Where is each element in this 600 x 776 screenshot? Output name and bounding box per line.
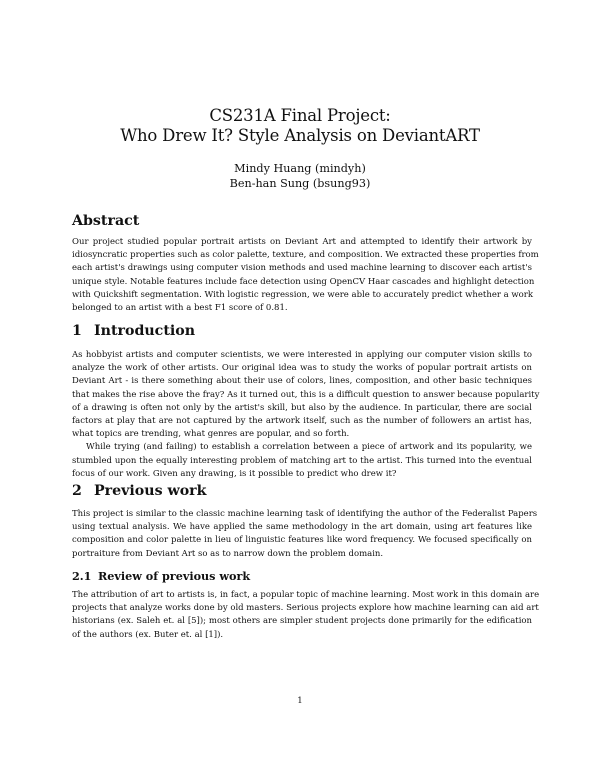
section-number: 1 bbox=[72, 323, 82, 339]
abstract-line: Our project studied popular portrait artists on Deviant Art and attempted to identify their artwork by bbox=[72, 237, 532, 247]
introduction-line: As hobbyist artists and computer scientists, we were interested in applying our computer vision skills to bbox=[72, 350, 532, 360]
abstract-heading: Abstract bbox=[72, 213, 140, 229]
review-line: projects that analyze works done by old masters. Serious projects explore how machine learning can aid art bbox=[72, 603, 539, 614]
introduction-line: of a drawing is often not only by the artist's skill, but also by the audience. In particular, there are social bbox=[72, 402, 532, 413]
introduction-line: that makes the rise above the fray? As it turned out, this is a difficult question to answer because popularity bbox=[72, 389, 540, 400]
subsection-title: Review of previous work bbox=[98, 569, 251, 583]
page-number: 1 bbox=[297, 696, 303, 706]
abstract-line: with Quickshift segmentation. With logistic regression, we were able to accurately predict whether a work bbox=[72, 289, 533, 300]
subsection-number: 2.1 bbox=[72, 569, 92, 583]
previous-work-line: using textual analysis. We have applied the same methodology in the art domain, using art features like bbox=[72, 522, 532, 533]
introduction-text bbox=[72, 349, 540, 481]
section-title: Introduction bbox=[94, 323, 196, 339]
previous-work-line: This project is similar to the classic machine learning task of identifying the author of the Federalist Papers bbox=[72, 509, 538, 519]
section-title: Previous work bbox=[94, 483, 207, 499]
review-line: of the authors (ex. Buter et. al [1]). bbox=[72, 629, 224, 640]
abstract-line: idiosyncratic properties such as color palette, texture, and composition. We extracted these properties from bbox=[72, 250, 539, 261]
introduction-line: what topics are trending, what genres are popular, and so forth. bbox=[72, 429, 350, 440]
section-number: 2 bbox=[72, 483, 82, 499]
subsection-heading-review bbox=[72, 569, 250, 583]
author-1: Mindy Huang (mindyh) bbox=[234, 162, 366, 175]
abstract-line: unique style. Notable features include face detection using OpenCV Haar cascades and highlight detection bbox=[72, 276, 535, 287]
introduction-line: factors at play that are not captured by the artwork itself, such as the number of followers an artist has, bbox=[72, 416, 532, 427]
introduction-line: analyze the work of other artists. Our original idea was to study the works of popular portrait artists on bbox=[72, 363, 532, 374]
previous-work-line: composition and color palette in lieu of linguistic features like word frequency. We focused specifically on bbox=[72, 535, 532, 546]
paper-title-line-1: CS231A Final Project: bbox=[209, 106, 391, 125]
abstract-text bbox=[72, 236, 539, 315]
introduction-line: stumbled upon the equally interesting problem of matching art to the artist. This turned into the eventual bbox=[72, 455, 532, 466]
review-line: The attribution of art to artists is, in fact, a popular topic of machine learning. Most work in this domain are bbox=[72, 590, 540, 600]
review-line: historians (ex. Saleh et. al [5]); most others are simpler student projects done primarily for the edification bbox=[72, 616, 532, 627]
abstract-line: belonged to an artist with a best F1 score of 0.81. bbox=[72, 303, 288, 314]
author-2: Ben-han Sung (bsung93) bbox=[229, 177, 371, 190]
previous-work-text bbox=[72, 508, 538, 561]
section-heading-introduction bbox=[72, 322, 195, 340]
introduction-line: focus of our work. Given any drawing, is it possible to predict who drew it? bbox=[72, 468, 397, 479]
paper-title-line-2: Who Drew It? Style Analysis on DeviantART bbox=[120, 126, 480, 145]
abstract-line: each artist's drawings using computer vision methods and used machine learning to discover each artist's bbox=[72, 263, 532, 274]
introduction-line: While trying (and failing) to establish a correlation between a piece of artwork and its popularity, we bbox=[86, 442, 532, 453]
introduction-line: Deviant Art - is there something about their use of colors, lines, composition, and other basic techniques bbox=[72, 376, 532, 387]
section-heading-previous-work bbox=[72, 482, 207, 500]
previous-work-line: portraiture from Deviant Art so as to narrow down the problem domain. bbox=[72, 548, 384, 559]
review-text bbox=[72, 589, 540, 642]
